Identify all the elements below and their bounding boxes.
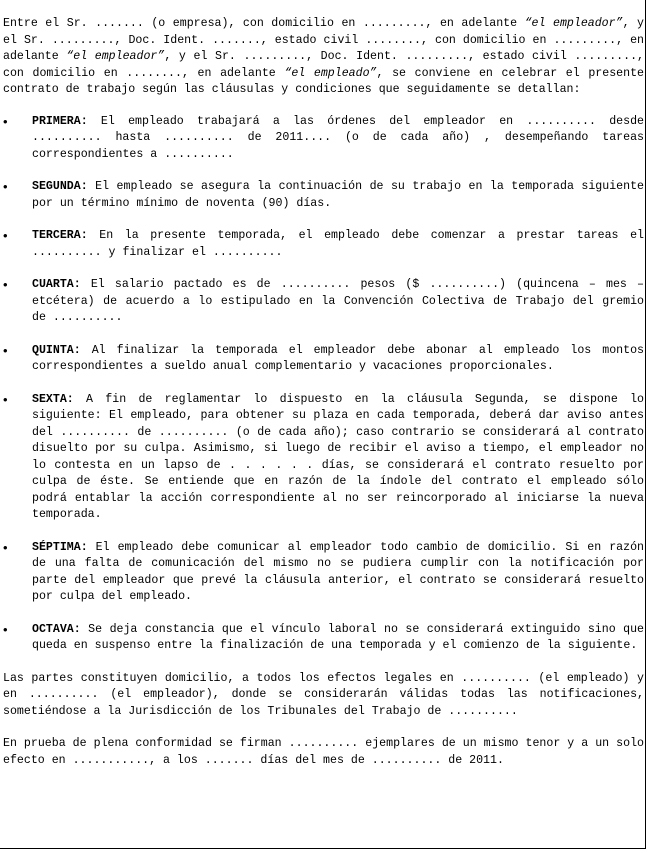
intro-text-2: , y el Sr. ........., Doc. Ident. ......., estado civil ........, con domicilio en ........., en adelante (3, 17, 644, 63)
clause-text: El empleado se asegura la continuación de su trabajo en la temporada siguiente por un término mínimo de noventa (90) días. (32, 180, 644, 210)
bullet-icon: • (3, 228, 8, 243)
clause-label: OCTAVA: (32, 622, 81, 636)
clause-list (3, 114, 644, 655)
clause-text: A fin de reglamentar lo dispuesto en la cláusula Segunda, se dispone lo siguiente: El empleado, para obtener su plaza en cada temporada, deberá dar aviso antes del .......... de .......... (o de cada año); caso contrario se considerará al contrato disuelto por su culpa. Asimismo, si luego de recibir el aviso a tiempo, el empleador no lo contesta en un lapso de . . . . . . días, se considerará el contrato resuelto por culpa de éste. Se entiende que en razón de la índole del contrato el empleado sólo podrá entablar la acción correspondiente al no ser reincorporado al iniciarse la nueva temporada. (32, 392, 644, 521)
clause-label: PRIMERA: (32, 114, 88, 128)
clause-text: El empleado debe comunicar al empleador todo cambio de domicilio. Si en razón de una falta de comunicación del mismo no se pudiera cumplir con la notificación por parte del empleador que prevé la cláusula anterior, el contrato se considerará resuelto por culpa del empleado. (32, 540, 644, 603)
clause-segunda (3, 179, 644, 212)
clause-label: SÉPTIMA: (32, 540, 88, 554)
clause-septima (3, 540, 644, 606)
clause-primera (3, 114, 644, 164)
clause-quinta (3, 343, 644, 376)
clause-sexta (3, 392, 644, 524)
intro-text-4: , se conviene en celebrar el presente contrato de trabajo según las cláusulas y condiciones que seguidamente se detallan: (3, 66, 644, 96)
bullet-icon: • (3, 342, 8, 358)
bullet-icon: • (3, 113, 8, 129)
clause-text: Al finalizar la temporada el empleador debe abonar al empleado los montos correspondientes a sueldo anual complementario y vacaciones proporcionales. (32, 343, 644, 373)
signature-paragraph: En prueba de plena conformidad se firman .......... ejemplares de un mismo tenor y a un solo efecto en ..........., a los ....... días del mes de .......... de 2011. (3, 737, 644, 767)
clause-cuarta (3, 277, 644, 327)
clause-label: SEGUNDA: (32, 180, 88, 193)
intro-text-3: , y el Sr. ........., Doc. Ident. ........., estado civil ........., con domicilio en ........, en adelante (3, 50, 644, 80)
clause-text: Se deja constancia que el vínculo laboral no se considerará extinguido sino que queda en suspenso entre la finalización de una temporada y el comienzo de la siguiente. (32, 622, 644, 652)
clause-octava (3, 622, 644, 655)
clause-label: CUARTA: (32, 278, 81, 291)
clause-text: En la presente temporada, el empleado debe comenzar a prestar tareas el .......... y finalizar el .......... (32, 229, 644, 259)
clause-label: SEXTA: (32, 392, 74, 406)
contract-body (3, 16, 644, 769)
bullet-icon: • (3, 277, 8, 292)
bullet-icon: • (3, 179, 8, 194)
clause-text: El empleado trabajará a las órdenes del empleador en .......... desde .......... hasta .......... de 2011.... (o de cada año) , desempeñando tareas correspondientes a .......... (32, 114, 644, 161)
clause-label: TERCERA: (32, 229, 88, 242)
domicile-paragraph: Las partes constituyen domicilio, a todos los efectos legales en .......... (el empleado) y en .......... (el empleador), donde se considerarán válidas todas las notificaciones, sometiéndose a la Jurisdicción de los Tribunales del Trabajo de .......... (3, 671, 644, 718)
clause-label: QUINTA: (32, 343, 81, 357)
bullet-icon: • (3, 539, 8, 555)
intro-paragraph (3, 16, 644, 99)
intro-party-employee: “el empleado” (284, 66, 377, 80)
bullet-icon: • (3, 391, 8, 407)
clause-tercera (3, 228, 644, 261)
bullet-icon: • (3, 621, 8, 637)
clause-text: El salario pactado es de .......... pesos ($ ..........) (quincena – mes – etcétera) de acuerdo a lo estipulado en la Convención Colectiva de Trabajo del gremio de .......... (32, 278, 644, 324)
intro-party-employer-2: “el empleador” (66, 50, 165, 63)
intro-text-1: Entre el Sr. ....... (o empresa), con domicilio en ........., en adelante (3, 17, 525, 30)
intro-party-employer-1: “el empleador” (524, 17, 623, 30)
